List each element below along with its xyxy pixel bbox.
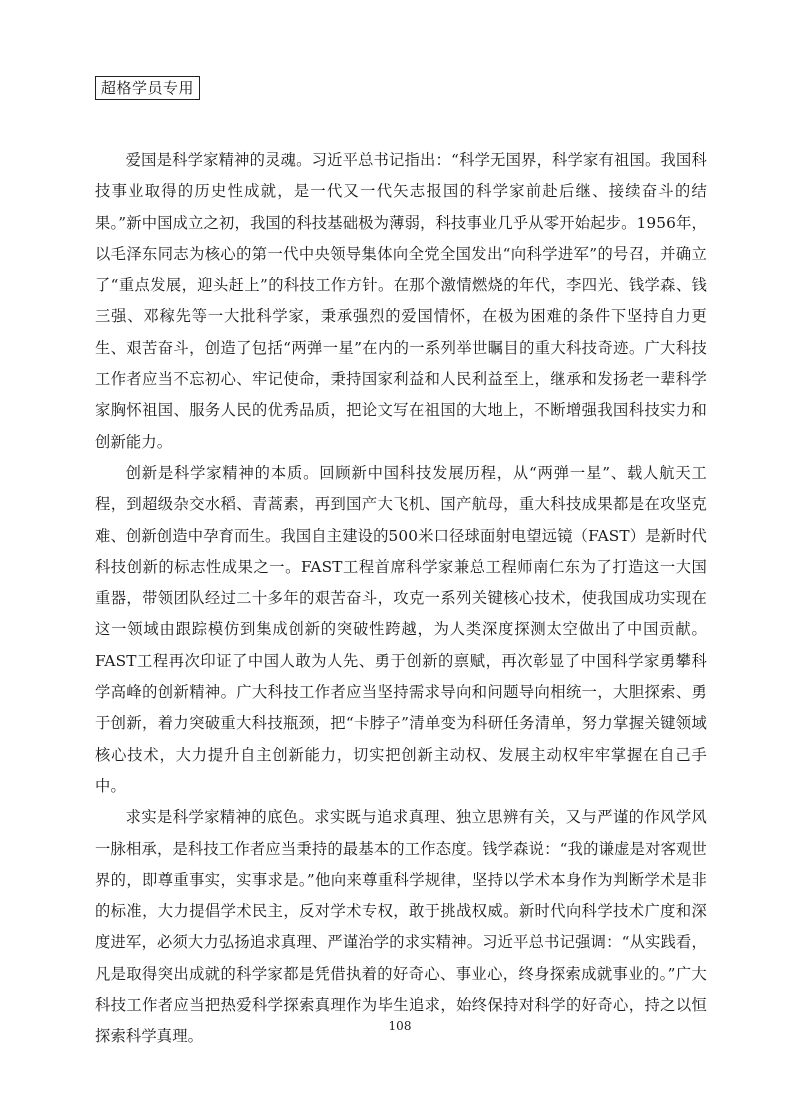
- body-text: [95, 145, 707, 1053]
- page-number: 108: [388, 1019, 412, 1033]
- paragraph-patriotism: 爱国是科学家精神的灵魂。习近平总书记指出：“科学无国界，科学家有祖国。我国科技事业取得的历史性成就，是一代又一代矢志报国的科学家前赴后继、接续奋斗的结果。”新中国成立之初，我国的科技基础极为薄弱，科技事业几乎从零开始起步。1956年，以毛泽东同志为核心的第一代中央领导集体向全党全国发出“向科学进军”的号召，并确立了“重点发展，迎头赶上”的科技工作方针。在那个激情燃烧的年代，李四光、钱学森、钱三强、邓稼先等一大批科学家，秉承强烈的爱国情怀，在极为困难的条件下坚持自力更生、艰苦奋斗，创造了包括“两弹一星”在内的一系列举世瞩目的重大科技奇迹。广大科技工作者应当不忘初心、牢记使命，秉持国家利益和人民利益至上，继承和发扬老一辈科学家胸怀祖国、服务人民的优秀品质，把论文写在祖国的大地上，不断增强我国科技实力和创新能力。: [95, 151, 707, 451]
- paragraph-truth-seeking: 求实是科学家精神的底色。求实既与追求真理、独立思辨有关，又与严谨的作风学风一脉相承，是科技工作者应当秉持的最基本的工作态度。钱学森说：“我的谦虚是对客观世界的，即尊重事实，实事求是。”他向来尊重科学规律，坚持以学术本身作为判断学术是非的标准，大力提倡学术民主，反对学术专权，敢于挑战权威。新时代向科学技术广度和深度进军，必须大力弘扬追求真理、严谨治学的求实精神。习近平总书记强调：“从实践看，凡是取得突出成就的科学家都是凭借执着的好奇心、事业心，终身探索成就事业的。”广大科技工作者应当把热爱科学探索真理作为毕生追求，始终保持对科学的好奇心，持之以恒探索科学真理。: [95, 808, 707, 1046]
- paragraph-innovation: 创新是科学家精神的本质。回顾新中国科技发展历程，从“两弹一星”、载人航天工程，到超级杂交水稻、青蒿素，再到国产大飞机、国产航母，重大科技成果都是在攻坚克难、创新创造中孕育而生。我国自主建设的500米口径球面射电望远镜（FAST）是新时代科技创新的标志性成果之一。FAST工程首席科学家兼总工程师南仁东为了打造这一大国重器，带领团队经过二十多年的艰苦奋斗，攻克一系列关键核心技术，使我国成功实现在这一领域由跟踪模仿到集成创新的突破性跨越，为人类深度探测太空做出了中国贡献。FAST工程再次印证了中国人敢为人先、勇于创新的禀赋，再次彰显了中国科学家勇攀科学高峰的创新精神。广大科技工作者应当坚持需求导向和问题导向相统一，大胆探索、勇于创新，着力突破重大科技瓶颈，把“卡脖子”清单变为科研任务清单，努力掌握关键领域核心技术，大力提升自主创新能力，切实把创新主动权、发展主动权牢牢掌握在自己手中。: [95, 463, 707, 795]
- header-label: 超格学员专用: [95, 76, 200, 100]
